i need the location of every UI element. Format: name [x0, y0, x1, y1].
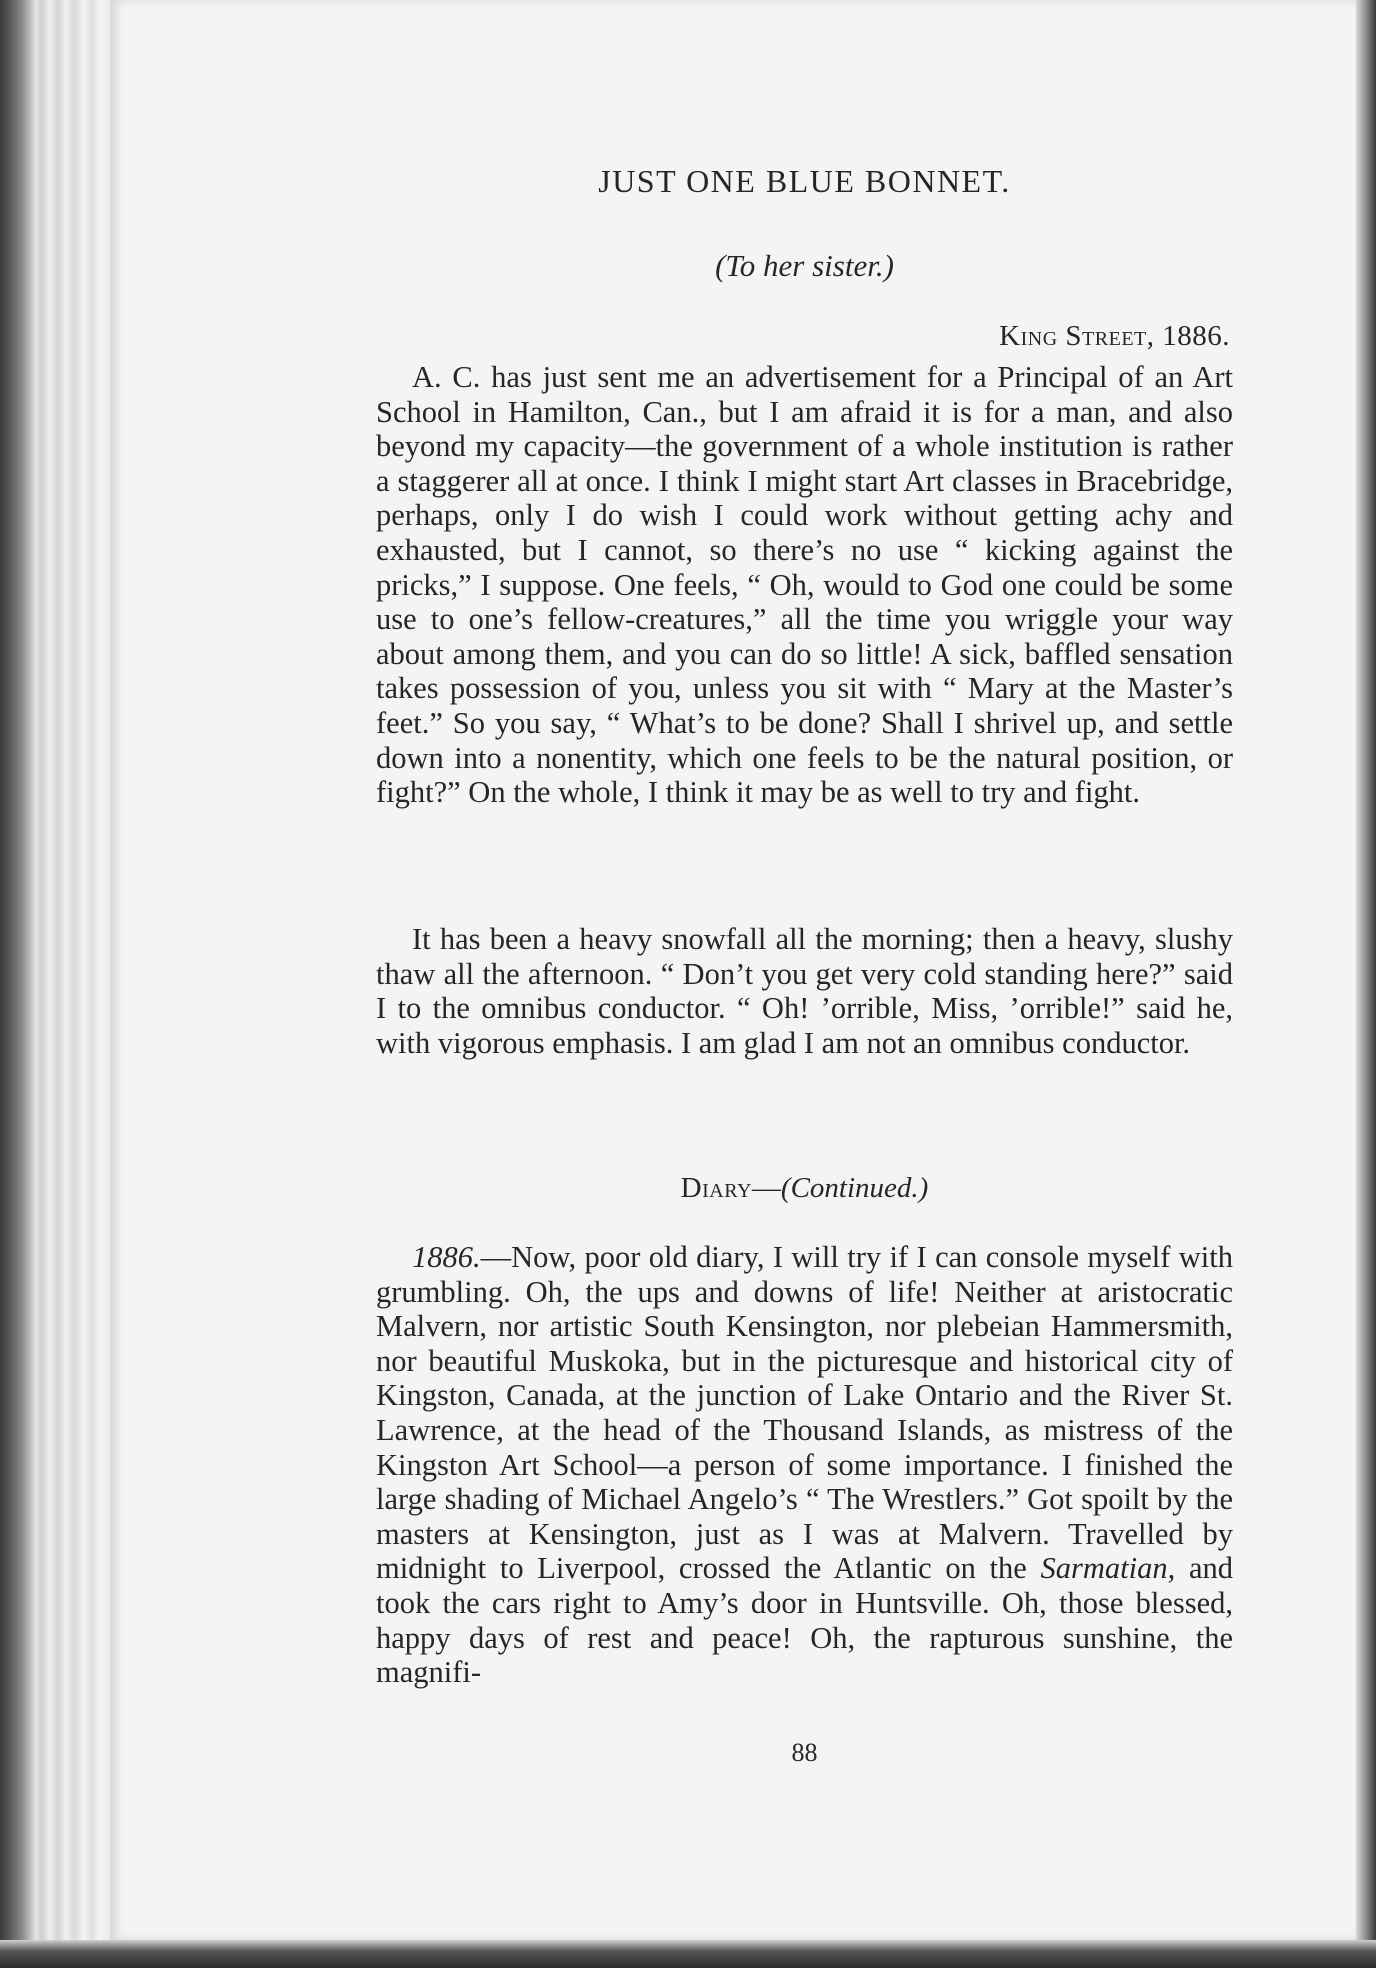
diary-paragraph	[376, 1240, 1233, 1690]
section-heading-continued: (Continued.)	[780, 1172, 929, 1204]
diary-text-part-1: —Now, poor old diary, I will try if I can console myself with grumbling. Oh, the ups and downs of life! Neither at aristocratic Malvern, nor artistic South Kensington, nor plebeian Hammersmith, nor beautiful Muskoka, but in the picturesque and historical city of Kingston, Canada, at the junction of Lake Ontario and the River St. Lawrence, at the head of the Thousand Islands, as mistress of the Kingston Art School—a person of some importance. I finished the large shading of Michael Angelo’s “ The Wrestlers.” Got spoilt by the masters at Kensington, just as I was at Malvern. Travelled by midnight to Liverpool, crossed the Atlantic on the	[376, 1240, 1233, 1586]
book-spine-edge	[0, 0, 110, 1968]
letter-paragraph-1: A. C. has just sent me an advertisement for a Principal of an Art School in Hamilton, Can., but I am afraid it is for a man, and also beyond my capacity—the government of a whole institution is rather a staggerer all at once. I think I might start Art classes in Bracebridge, perhaps, only I do wish I could work without getting achy and exhausted, but I cannot, so there’s no use “ kicking against the pricks,” I suppose. One feels, “ Oh, would to God one could be some use to one’s fellow-creatures,” all the time you wriggle your way about among them, and you can do so little! A sick, baffled sensation takes possession of you, unless you sit with “ Mary at the Master’s feet.” So you say, “ What’s to be done? Shall I shrivel up, and settle down into a nonentity, which one feels to be the natural position, or fight?” On the whole, I think it may be as well to try and fight.	[376, 360, 1233, 810]
letter-dateline: King Street, 1886.	[999, 320, 1230, 352]
book-bottom-edge	[0, 1940, 1376, 1968]
section-heading-dash: —	[751, 1172, 781, 1204]
page-number: 88	[791, 1738, 818, 1767]
letter-subtitle: (To her sister.)	[715, 248, 894, 283]
book-right-edge	[1356, 0, 1376, 1968]
section-heading-label: Diary	[680, 1172, 752, 1204]
ship-name: Sarmatian,	[1040, 1551, 1176, 1586]
diary-year-lead: 1886.	[412, 1240, 481, 1274]
section-heading	[376, 1172, 1233, 1205]
diary-text-part-2: and took the cars right to Amy’s door in Huntsville. Oh, those blessed, happy days of rest and peace! Oh, the rapturous sunshine, the magnifi-	[376, 1551, 1233, 1690]
letter-paragraph-2: It has been a heavy snowfall all the morning; then a heavy, slushy thaw all the afternoon. “ Don’t you get very cold standing here?” said I to the omnibus conductor. “ Oh! ’orrible, Miss, ’orrible!” said he, with vigorous emphasis. I am glad I am not an omnibus conductor.	[376, 922, 1233, 1060]
running-title: JUST ONE BLUE BONNET.	[598, 163, 1011, 199]
